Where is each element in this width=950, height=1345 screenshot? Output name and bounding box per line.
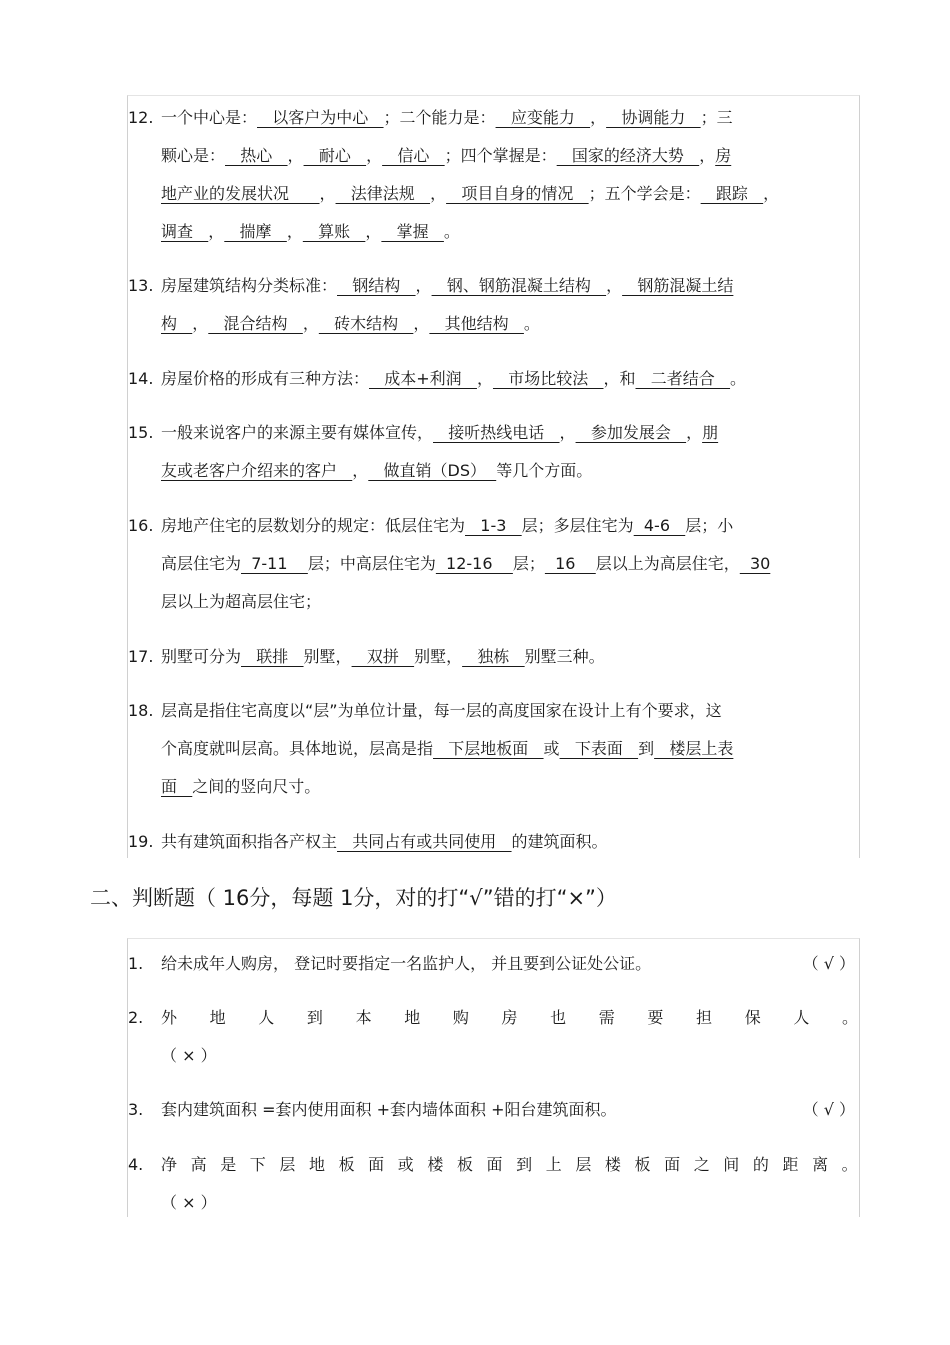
text-char: 面 <box>486 1155 503 1174</box>
text-char: 上 <box>545 1155 562 1174</box>
answer-mark: （ √ ） <box>802 1100 855 1119</box>
text-char: 板 <box>338 1155 355 1174</box>
question-number: 14. <box>128 369 154 388</box>
true-false-panel <box>127 938 860 1217</box>
answer-blank: 房 <box>715 146 732 165</box>
question-number: 1. <box>128 954 144 973</box>
text-char: 层 <box>575 1155 592 1174</box>
text-char: 到 <box>516 1155 533 1174</box>
question-16-line-2: 高层住宅为 7-11 层；中高层住宅为 12-16 层； 16 层以上为高层住宅， 30 <box>161 554 771 573</box>
question-number: 17. <box>128 647 154 666</box>
question-12-line-4: 调查 ， 揣摩 ， 算账 ， 掌握 。 <box>161 222 460 241</box>
text-char: 楼 <box>427 1155 444 1174</box>
answer-blank: 30 <box>739 554 771 573</box>
text-char: 的 <box>752 1155 769 1174</box>
answer-mark: （ × ） <box>161 1046 217 1065</box>
question-15-line-1: 15. 一般来说客户的来源主要有媒体宣传， 接听热线电话 ， 参加发展会 ，朋 <box>128 414 859 452</box>
answer-blank: 4-6 <box>633 516 686 535</box>
answer-blank: 热心 <box>225 146 288 165</box>
answer-blank: 其他结构 <box>429 314 524 333</box>
answer-blank: 市场比较法 <box>492 369 604 388</box>
answer-blank: 楼层上表 <box>654 739 734 758</box>
question-number: 18. <box>128 701 154 720</box>
question-12-line-1: 12. 一个中心是： 以客户为中心 ；二个能力是： 应变能力 ， 协调能力 ；三 <box>128 99 859 137</box>
question-number: 19. <box>128 832 154 851</box>
question-number: 12. <box>128 108 154 127</box>
text-char: 面 <box>664 1155 681 1174</box>
question-15-line-2: 友或老客户介绍来的客户 ， 做直销（DS） 等几个方面。 <box>161 461 593 480</box>
question-number: 4. <box>128 1155 144 1174</box>
text-char: 下 <box>249 1155 266 1174</box>
question-13-line-2: 构 ， 混合结构 ， 砖木结构 ， 其他结构 。 <box>161 314 540 333</box>
answer-blank: 二者结合 <box>635 369 731 388</box>
text-char: 要 <box>647 1008 664 1027</box>
text-char: 面 <box>368 1155 385 1174</box>
judgement-4-text <box>161 1146 858 1184</box>
text-char: 之 <box>693 1155 710 1174</box>
text-char: 地 <box>209 1008 226 1027</box>
question-18-line-3: 面 之间的竖向尺寸。 <box>161 777 321 796</box>
answer-blank: 下层地板面 <box>433 739 544 758</box>
text-char: 房 <box>501 1008 518 1027</box>
answer-blank: 构 <box>161 314 193 333</box>
text-char: 高 <box>190 1155 207 1174</box>
answer-blank: 7-11 <box>241 554 308 573</box>
text-char: 或 <box>397 1155 414 1174</box>
answer-blank: 1-3 <box>465 516 522 535</box>
text-char: 人 <box>793 1008 810 1027</box>
judgement-1: 1. 给未成年人购房， 登记时要指定一名监护人， 并且要到公证处公证。 （ √ ） <box>128 945 859 983</box>
question-19: 19. 共有建筑面积指各产权主 共同占有或共同使用 的建筑面积。 <box>128 823 859 861</box>
answer-blank: 混合结构 <box>208 314 303 333</box>
text-char: 是 <box>220 1155 237 1174</box>
question-number: 13. <box>128 276 154 295</box>
text-char: 担 <box>696 1008 713 1027</box>
question-16-line-3: 层以上为超高层住宅； <box>161 592 322 611</box>
judgement-3: 3. 套内建筑面积 =套内使用面积 +套内墙体面积 +阳台建筑面积。 （ √ ） <box>128 1091 859 1129</box>
answer-blank: 下表面 <box>559 739 639 758</box>
answer-blank: 12-16 <box>435 554 513 573</box>
answer-blank: 项目自身的情况 <box>446 184 589 203</box>
answer-blank: 国家的经济大势 <box>556 146 700 165</box>
judgement-4-line-2 <box>128 1184 859 1222</box>
text-char: 板 <box>456 1155 473 1174</box>
text-char: 地 <box>404 1008 421 1027</box>
answer-blank: 联排 <box>241 647 304 666</box>
answer-blank: 信心 <box>382 146 445 165</box>
answer-blank: 协调能力 <box>606 108 701 127</box>
text-char: 楼 <box>604 1155 621 1174</box>
judgement-2-line-1 <box>128 999 859 1037</box>
answer-blank: 接听热线电话 <box>433 423 560 442</box>
judgement-2-text <box>161 999 858 1037</box>
text-char: 净 <box>161 1155 178 1174</box>
text-char: 。 <box>841 1008 858 1027</box>
answer-blank: 砖木结构 <box>318 314 414 333</box>
answer-blank: 钢、钢筋混凝土结构 <box>431 276 607 295</box>
question-16-line-1: 16. 房地产住宅的层数划分的规定：低层住宅为 1-3 层；多层住宅为 4-6 层；小 <box>128 507 859 545</box>
text-char: 板 <box>634 1155 651 1174</box>
answer-blank: 朋 <box>702 423 719 442</box>
answer-blank: 面 <box>161 777 193 796</box>
answer-blank: 揣摩 <box>224 222 287 241</box>
text-char: 需 <box>598 1008 615 1027</box>
answer-blank: 法律法规 <box>335 184 431 203</box>
answer-blank: 耐心 <box>303 146 367 165</box>
text-char: 。 <box>841 1155 858 1174</box>
answer-blank: 成本+利润 <box>369 369 477 388</box>
text-char: 也 <box>550 1008 567 1027</box>
question-12-line-3: 地产业的发展状况 ， 法律法规 ， 项目自身的情况 ；五个学会是： 跟踪 ， <box>161 184 780 203</box>
answer-blank: 16 <box>544 554 596 573</box>
text-char: 购 <box>452 1008 469 1027</box>
section-heading: 二、判断题（ 16分，每题 1分，对的打“√”错的打“×”） <box>90 886 617 910</box>
text-char: 层 <box>279 1155 296 1174</box>
answer-blank: 算账 <box>302 222 366 241</box>
judgement-4-line-1 <box>128 1146 859 1184</box>
text-char: 到 <box>306 1008 323 1027</box>
text-char: 距 <box>782 1155 799 1174</box>
answer-blank: 共同占有或共同使用 <box>337 832 512 851</box>
question-number: 16. <box>128 516 154 535</box>
question-12-line-2: 颗心是： 热心 ， 耐心 ， 信心 ；四个掌握是： 国家的经济大势 ，房 <box>161 146 732 165</box>
text-char: 本 <box>355 1008 372 1027</box>
text-char: 地 <box>308 1155 325 1174</box>
question-18-line-2: 个高度就叫层高。具体地说，层高是指 下层地板面 或 下表面 到 楼层上表 <box>161 739 734 758</box>
answer-blank: 以客户为中心 <box>257 108 384 127</box>
question-14: 14. 房屋价格的形成有三种方法： 成本+利润 ， 市场比较法 ，和 二者结合 。 <box>128 360 859 398</box>
answer-blank: 钢筋混凝土结 <box>622 276 734 295</box>
answer-blank: 调查 <box>161 222 209 241</box>
answer-blank: 跟踪 <box>700 184 764 203</box>
answer-blank: 独栋 <box>462 647 525 666</box>
text-char: 人 <box>258 1008 275 1027</box>
question-17: 17. 别墅可分为 联排 别墅， 双拼 别墅， 独栋 别墅三种。 <box>128 638 859 676</box>
text-char: 外 <box>161 1008 178 1027</box>
answer-mark: （ × ） <box>161 1193 217 1212</box>
judgement-2-line-2 <box>128 1037 859 1075</box>
answer-blank: 做直销（DS） <box>368 461 497 480</box>
text-char: 离 <box>812 1155 829 1174</box>
answer-blank: 参加发展会 <box>575 423 687 442</box>
text-char: 保 <box>744 1008 761 1027</box>
question-number: 2. <box>128 1008 144 1027</box>
question-number: 3. <box>128 1100 144 1119</box>
question-number: 15. <box>128 423 154 442</box>
answer-blank: 钢结构 <box>337 276 416 295</box>
answer-blank: 友或老客户介绍来的客户 <box>161 461 353 480</box>
answer-blank: 双拼 <box>351 647 415 666</box>
answer-blank: 应变能力 <box>495 108 591 127</box>
answer-blank: 掌握 <box>381 222 444 241</box>
fill-in-questions-panel <box>127 95 860 858</box>
question-13-line-1: 13. 房屋建筑结构分类标准： 钢结构 ， 钢、钢筋混凝土结构 ， 钢筋混凝土结 <box>128 267 859 305</box>
answer-blank: 地产业的发展状况 <box>161 184 320 203</box>
question-18-line-1: 18. 层高是指住宅高度以“层”为单位计量，每一层的高度国家在设计上有个要求，这 <box>128 692 859 730</box>
answer-mark: （ √ ） <box>802 954 855 973</box>
text-char: 间 <box>723 1155 740 1174</box>
